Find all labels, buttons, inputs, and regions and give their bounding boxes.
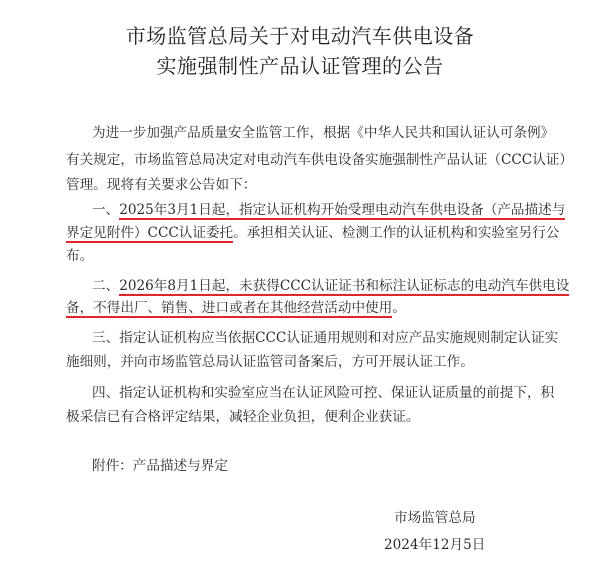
item-2-highlight-a: ，未获得CCC认证证书和标注认证标志的电动汽车供电设	[225, 278, 570, 294]
item-4-line-1: 四、指定认证机构和实验室应当在认证风险可控、保证认证质量的前提下，积	[92, 385, 555, 401]
item-1-highlight-b: 界定见附件）CCC认证委托	[66, 225, 234, 241]
item-2-rest: 。	[392, 300, 406, 316]
signature-date: 2024年12月5日	[384, 537, 486, 553]
item-1-rest: 。承担相关认证、检测工作的认证机构和实验室另行公	[233, 225, 560, 241]
item-1-line-1	[92, 200, 566, 220]
item-2-line-2	[66, 298, 406, 318]
item-1-date-highlight: 2025年3月1日起	[119, 202, 226, 218]
document-title-line-2: 实施强制性产品认证管理的公告	[156, 54, 444, 78]
item-2-line-1	[92, 276, 570, 296]
item-1-line-3: 布。	[66, 248, 94, 264]
intro-line-1: 为进一步加强产品质量安全监管工作，根据《中华人民共和国认证认可条例》	[92, 125, 555, 141]
item-2-prefix: 二、	[92, 278, 120, 294]
intro-line-2: 有关规定，市场监管总局决定对电动汽车供电设备实施强制性产品认证（CCC认证）	[66, 152, 573, 168]
item-3-line-1: 三、指定认证机构应当依据CCC认证通用规则和对应产品实施规则制定认证实	[92, 330, 559, 346]
item-1-highlight-a: ，指定认证机构开始受理电动汽车供电设备（产品描述与	[225, 202, 566, 218]
document-title-line-1: 市场监管总局关于对电动汽车供电设备	[125, 24, 475, 48]
item-1-prefix: 一、	[92, 202, 120, 218]
signature-organization: 市场监管总局	[394, 510, 476, 526]
intro-line-3: 管理。现将有关要求公告如下：	[66, 177, 257, 193]
item-3-line-2: 施细则，并向市场监管总局认证监管司备案后，方可开展认证工作。	[66, 354, 474, 370]
item-4-line-2: 极采信已有合格评定结果，减轻企业负担，便利企业获证。	[66, 409, 420, 425]
attachment-line: 附件：产品描述与界定	[92, 458, 228, 474]
item-2-highlight-b: 备，不得出厂、销售、进口或者在其他经营活动中使用	[66, 300, 393, 316]
item-1-line-2	[66, 223, 560, 243]
item-2-date-highlight: 2026年8月1日起	[119, 278, 226, 294]
